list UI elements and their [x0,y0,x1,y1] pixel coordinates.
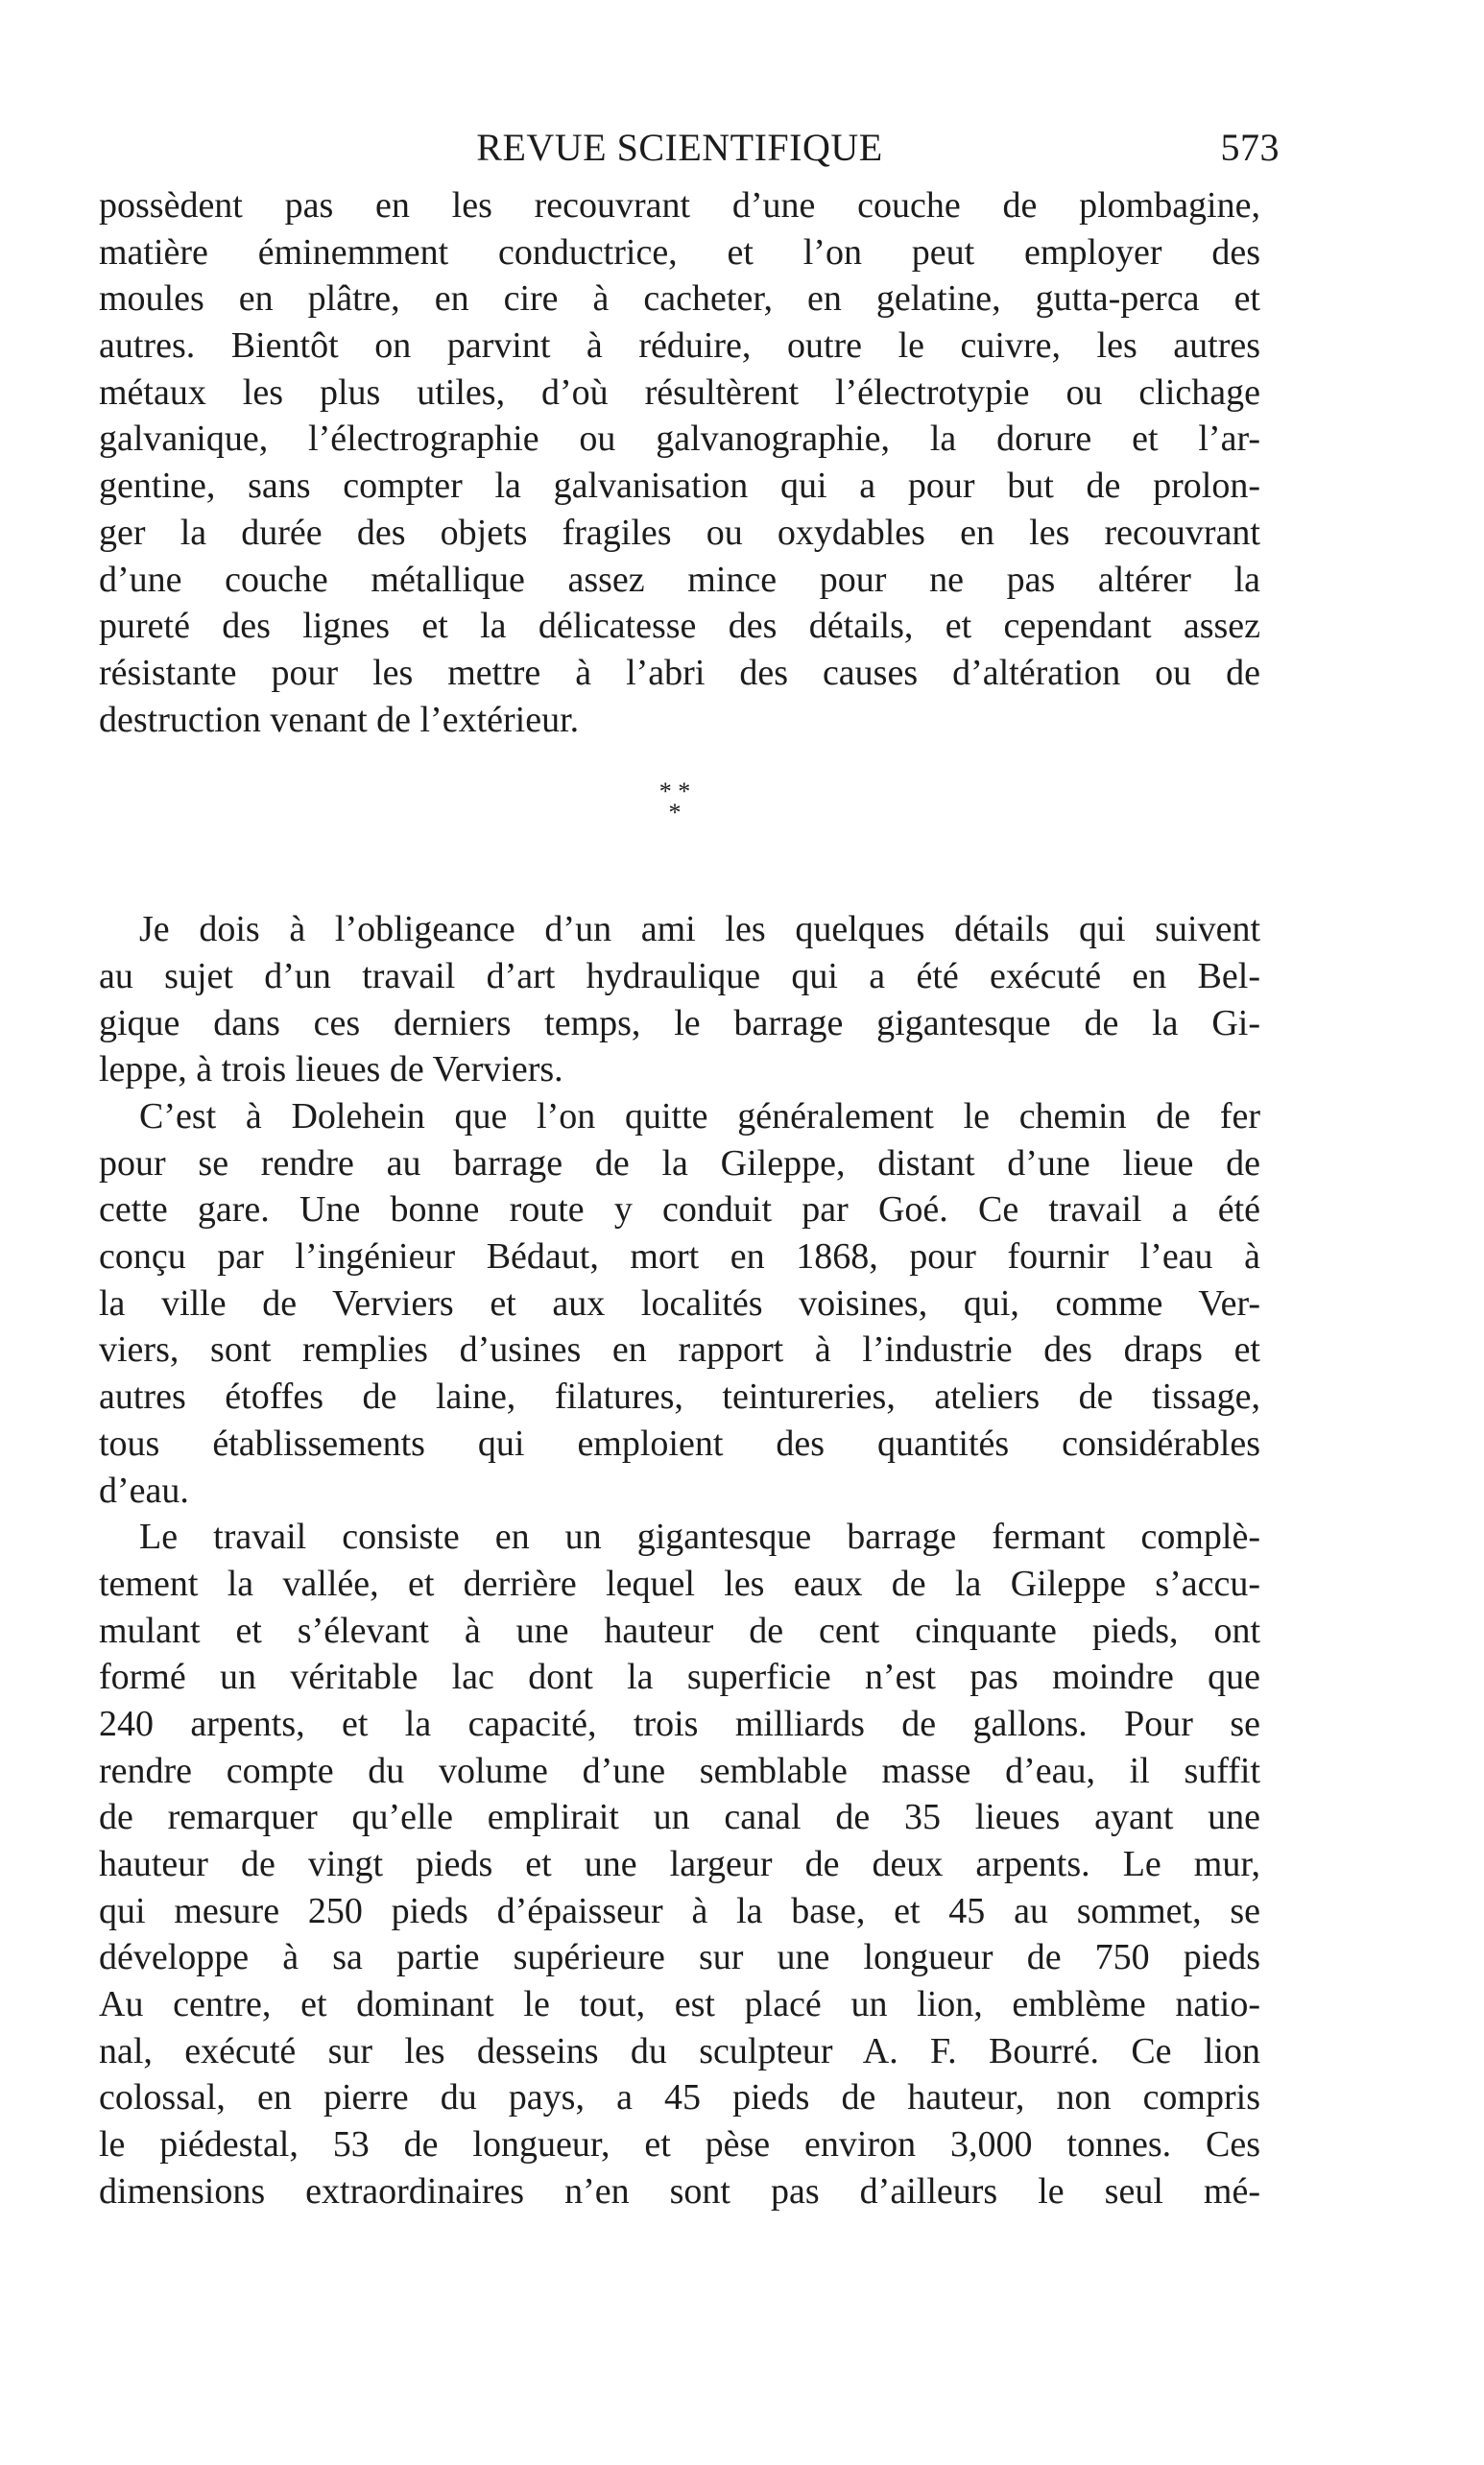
text-line: le piédestal, 53 de longueur, et pèse environ 3,000 tonnes. Ces [99,2124,1260,2166]
text-line: colossal, en pierre du pays, a 45 pieds de hauteur, non compris [99,2077,1260,2118]
text-line: ger la durée des objets fragiles ou oxydables en les recouvrant [99,512,1260,553]
text-line: au sujet d’un travail d’art hydraulique qui a été exécuté en Bel- [99,955,1260,996]
text-line: leppe, à trois lieues de Verviers. [99,1049,563,1090]
text-line: formé un véritable lac dont la superficie n’est pas moindre que [99,1657,1260,1698]
text-line: gentine, sans compter la galvanisation qui a pour but de prolon- [99,466,1260,507]
text-line: autres. Bientôt on parvint à réduire, outre le cuivre, les autres [99,325,1260,367]
text-line: développe à sa partie supérieure sur une longueur de 750 pieds [99,1937,1260,1978]
text-line: pour se rendre au barrage de la Gileppe, distant d’une lieue de [99,1142,1260,1184]
text-line: hauteur de vingt pieds et une largeur de deux arpents. Le mur, [99,1844,1260,1884]
section-separator [99,743,1260,906]
asterism-bottom: * [668,799,682,827]
text-line: matière éminemment conductrice, et l’on peut employer des [99,231,1260,273]
text-line: autres étoffes de laine, filatures, teintureries, ateliers de tissage, [99,1376,1260,1418]
paragraph-4 [99,1514,1260,2214]
text-line: Le travail consiste en un gigantesque barrage fermant complè- [139,1517,1260,1558]
text-line: pureté des lignes et la délicatesse des détails, et cependant assez [99,606,1260,647]
text-line: dimensions extraordinaires n’en sont pas d’ailleurs le seul mé- [99,2170,1260,2212]
text-line: qui mesure 250 pieds d’épaisseur à la base, et 45 au sommet, se [99,1890,1260,1931]
text-line: gique dans ces derniers temps, le barrage gigantesque de la Gi- [99,1002,1260,1043]
text-line: possèdent pas en les recouvrant d’une couche de plombagine, [99,185,1260,226]
text-line: d’une couche métallique assez mince pour ne pas altérer la [99,559,1260,600]
text-line: tement la vallée, et derrière lequel les eaux de la Gileppe s’accu- [99,1563,1260,1604]
asterism-top: * * [658,778,691,806]
text-line: Au centre, et dominant le tout, est placé un lion, emblème natio- [99,1984,1260,2025]
text-line: rendre compte du volume d’une semblable masse d’eau, il suffit [99,1750,1260,1791]
text-line: galvanique, l’électrographie ou galvanographie, la dorure et l’ar- [99,419,1260,460]
text-line: la ville de Verviers et aux localités voisines, qui, comme Ver- [99,1282,1260,1324]
text-line: destruction venant de l’extérieur. [99,699,580,740]
text-line: moules en plâtre, en cire à cacheter, en gelatine, gutta-perca et [99,278,1260,320]
page-number: 573 [1220,126,1280,169]
text-line: Je dois à l’obligeance d’un ami les quelques détails qui suivent [139,909,1260,950]
text-line: de remarquer qu’elle emplirait un canal de 35 lieues ayant une [99,1797,1260,1838]
text-line: C’est à Dolehein que l’on quitte généralement le chemin de fer [139,1096,1260,1137]
text-line: tous établissements qui emploient des quantités considérables [99,1423,1260,1464]
text-line: résistante pour les mettre à l’abri des causes d’altération ou de [99,652,1260,693]
text-line: nal, exécuté sur les desseins du sculpteur A. F. Bourré. Ce lion [99,2030,1260,2071]
page [99,125,1280,2215]
text-line: conçu par l’ingénieur Bédaut, mort en 1868, pour fournir l’eau à [99,1236,1260,1278]
text-line: d’eau. [99,1470,189,1511]
text-line: cette gare. Une bonne route y conduit par Goé. Ce travail a été [99,1189,1260,1231]
text-line: 240 arpents, et la capacité, trois milliards de gallons. Pour se [99,1703,1260,1744]
text-line: mulant et s’élevant à une hauteur de cent cinquante pieds, ont [99,1610,1260,1651]
paragraph-2 [99,906,1260,1093]
asterism [646,778,704,829]
running-head [99,125,1280,182]
journal-title: REVUE SCIENTIFIQUE [476,126,883,169]
text-line: métaux les plus utiles, d’où résultèrent l’électrotypie ou clichage [99,371,1260,413]
paragraph-1 [99,182,1260,743]
paragraph-3 [99,1093,1260,1514]
text-line: viers, sont remplies d’usines en rapport à l’industrie des draps et [99,1329,1260,1371]
